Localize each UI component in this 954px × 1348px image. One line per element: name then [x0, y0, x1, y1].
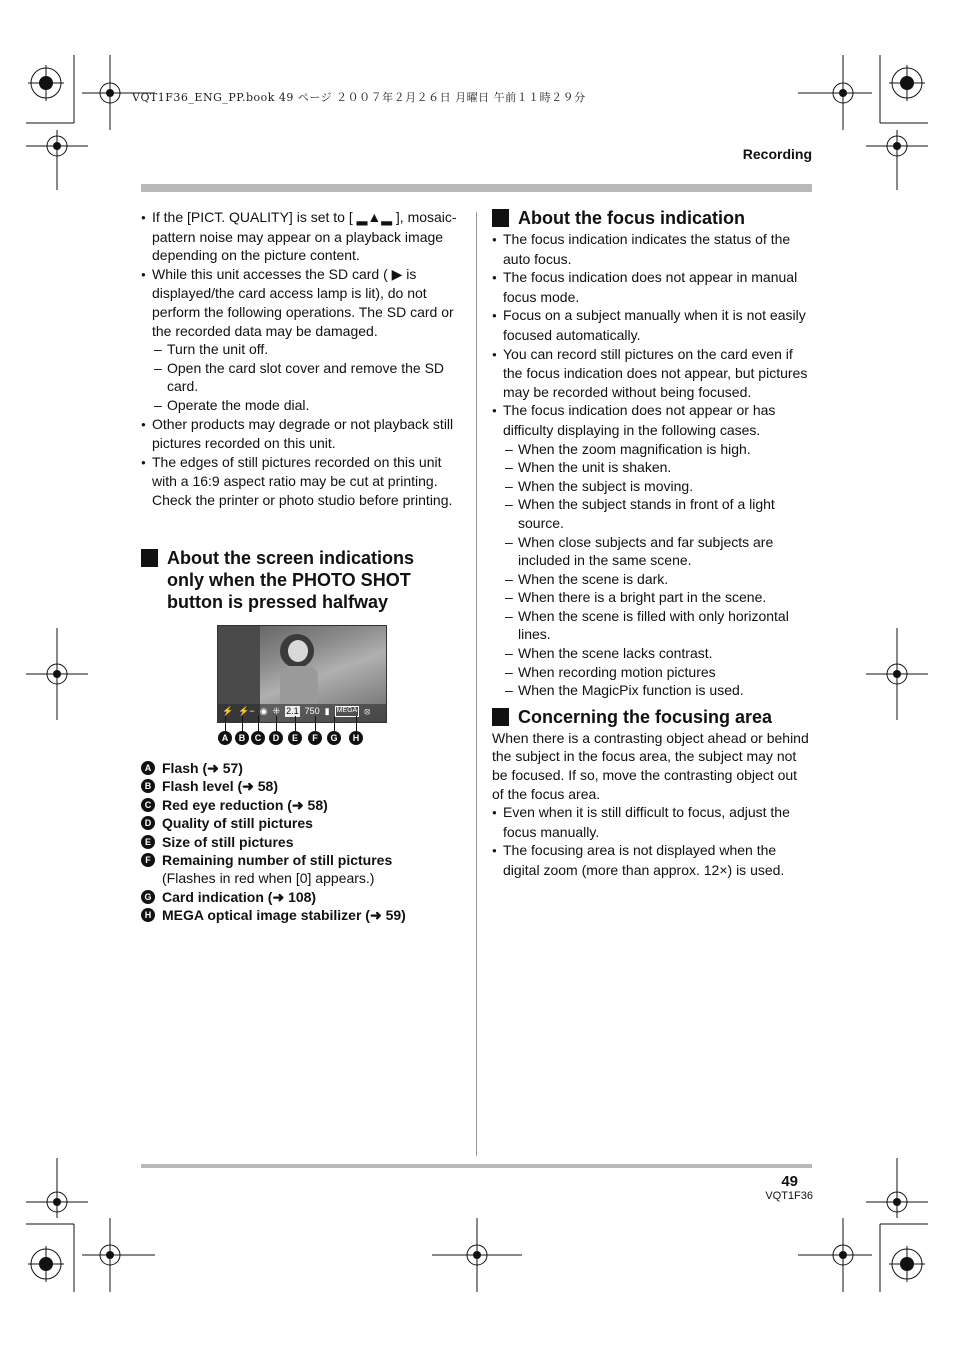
section-heading: About the screen indications only when the PHOTO SHOT button is pressed halfway — [167, 548, 415, 612]
section-heading: About the focus indication — [518, 208, 745, 228]
page-number: 49 — [781, 1173, 798, 1190]
print-file-info: VQT1F36_ENG_PP.book 49 ページ ２００７年２月２６日 月曜日 午前１１時２９分 — [132, 91, 586, 104]
section-heading: Concerning the focusing area — [518, 706, 773, 727]
dash-item: – When the zoom magnification is high. — [492, 440, 812, 459]
red-eye-icon: ◉ — [259, 706, 268, 716]
bullet-item: ● The focus indication does not appear or has difficulty displaying in the following cases. — [492, 401, 812, 439]
header-rule — [141, 184, 812, 192]
callout-line — [242, 716, 243, 731]
figure-legend — [141, 759, 461, 925]
legend-item: F Remaining number of still pictures (Flashes in red when [0] appears.) — [141, 851, 461, 888]
shake-icon: ⦻ — [364, 706, 371, 716]
callout-g: G — [327, 731, 341, 745]
legend-item: B Flash level (➜ 58) — [141, 777, 461, 795]
legend-item: A Flash (➜ 57) — [141, 759, 461, 777]
legend-item: E Size of still pictures — [141, 833, 461, 851]
mega-ois-icon: MEGA — [335, 706, 360, 717]
section-label: Recording — [742, 146, 812, 162]
flash-icon: ⚡ — [222, 706, 234, 716]
bullet-item: ● Other products may degrade or not playback still pictures recorded on this unit. — [141, 415, 459, 453]
callout-line — [356, 716, 357, 731]
callout-a: A — [218, 731, 232, 745]
dash-item: – When recording motion pictures — [492, 663, 812, 682]
legend-item: D Quality of still pictures — [141, 814, 461, 832]
callout-f: F — [308, 731, 322, 745]
bullet-item: ● The focus indication indicates the status of the auto focus. — [492, 230, 812, 268]
bullet-item: ● While this unit accesses the SD card ( ▶ is displayed/the card access lamp is lit), do not perform the following operations. The SD card or the recorded data may be damaged. — [141, 265, 459, 340]
right-column — [492, 207, 812, 880]
legend-item: C Red eye reduction (➜ 58) — [141, 796, 461, 814]
dash-item: – When the scene is filled with only horizontal lines. — [492, 607, 812, 644]
dash-item: – When the scene is dark. — [492, 570, 812, 589]
bullet-item: ● The focus indication does not appear in manual focus mode. — [492, 268, 812, 306]
bullet-item: ● The edges of still pictures recorded on this unit with a 16:9 aspect ratio may be cut at printing. Check the printer or photo studio before printing. — [141, 453, 459, 510]
column-divider — [476, 212, 477, 1156]
lcd-screen-photo — [217, 625, 387, 723]
dash-item: – When the unit is shaken. — [492, 458, 812, 477]
heading-square-icon — [492, 708, 509, 726]
screen-indications-heading-block — [141, 547, 441, 613]
dash-item: – Open the card slot cover and remove the SD card. — [141, 359, 459, 396]
model-code: VQT1F36 — [765, 1190, 813, 1202]
callout-d: D — [269, 731, 283, 745]
bullet-item: ● The focusing area is not displayed when the digital zoom (more than approx. 12×) is used. — [492, 841, 812, 879]
dash-item: – When the subject stands in front of a light source. — [492, 495, 812, 532]
photo-subject-body — [280, 666, 318, 706]
footer-rule — [141, 1164, 812, 1168]
remaining-count: 750 — [304, 706, 320, 716]
picture-size-icon: 2.1 — [286, 706, 299, 716]
callout-e: E — [288, 731, 302, 745]
bullet-item: ● If the [PICT. QUALITY] is set to [ ▂▲▂ ], mosaic-pattern noise may appear on a playback image depending on the picture content. — [141, 208, 459, 265]
dash-item: – When the MagicPix function is used. — [492, 681, 812, 700]
callout-line — [295, 716, 296, 731]
callout-c: C — [251, 731, 265, 745]
bullet-item: ● Even when it is still difficult to focus, adjust the focus manually. — [492, 803, 812, 841]
callout-line — [258, 716, 259, 731]
paragraph: When there is a contrasting object ahead or behind the subject in the focus area, the subject may not be focused. If so, move the contrasting object out of the focus area. — [492, 729, 809, 802]
legend-item: H MEGA optical image stabilizer (➜ 59) — [141, 906, 461, 924]
dash-item: – When the subject is moving. — [492, 477, 812, 496]
callout-line — [276, 716, 277, 731]
dash-item: – When there is a bright part in the scene. — [492, 588, 812, 607]
heading-square-icon — [492, 209, 509, 227]
quality-icon: ⁜ — [272, 706, 281, 716]
photo-subject-face — [288, 640, 308, 662]
osd-icons — [222, 706, 370, 717]
callout-h: H — [349, 731, 363, 745]
dash-item: – When the scene lacks contrast. — [492, 644, 812, 663]
bullet-item: ● Focus on a subject manually when it is not easily focused automatically. — [492, 306, 812, 344]
dash-item: – When close subjects and far subjects are included in the same scene. — [492, 533, 812, 570]
bullet-item: ● You can record still pictures on the card even if the focus indication does not appear, but pictures may be recorded without being focused. — [492, 345, 812, 402]
callout-line — [225, 716, 226, 731]
callout-line — [315, 716, 316, 731]
legend-item: G Card indication (➜ 108) — [141, 888, 461, 906]
callout-line — [334, 716, 335, 731]
heading-square-icon — [141, 549, 158, 567]
dash-item: – Turn the unit off. — [141, 340, 459, 359]
flash-level-icon: ⚡− — [238, 706, 255, 716]
callout-b: B — [235, 731, 249, 745]
card-icon: ▮ — [324, 706, 330, 716]
dash-item: – Operate the mode dial. — [141, 396, 459, 415]
left-column — [141, 208, 459, 510]
